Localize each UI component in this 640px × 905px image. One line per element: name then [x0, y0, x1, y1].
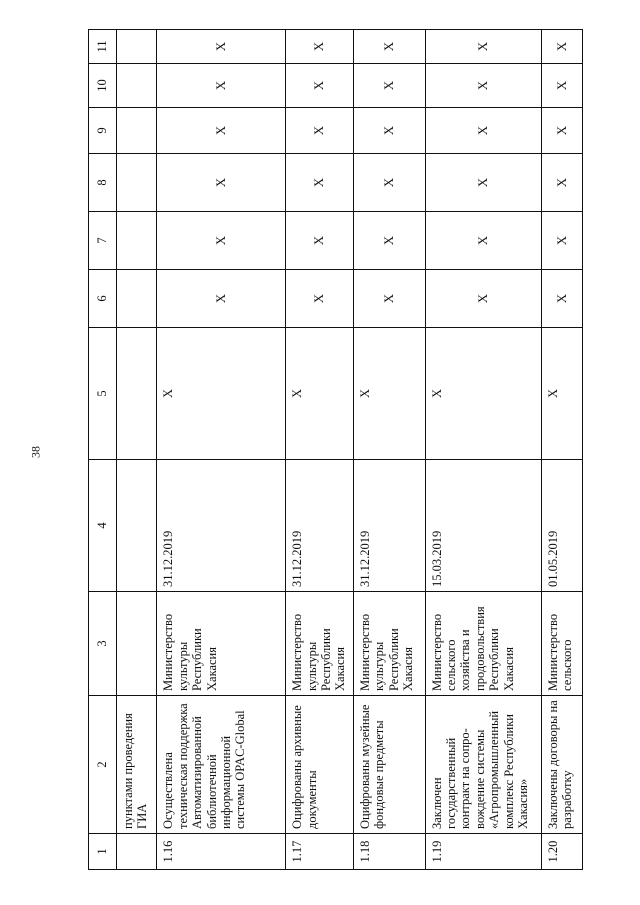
cell-mark: X [542, 64, 583, 108]
table-row [286, 30, 354, 870]
cell-mark: X [425, 212, 541, 270]
cell-mark: X [354, 154, 426, 212]
col-header-1: 1 [89, 834, 117, 870]
cell-mark: X [157, 30, 286, 64]
cell-num: 1.16 [157, 834, 286, 870]
cell-date: 01.05.2019 [542, 460, 583, 592]
cell-num [116, 834, 157, 870]
cell-num: 1.19 [425, 834, 541, 870]
cell-event: Оцифрованы архивные документы [286, 696, 354, 834]
cell-num: 1.17 [286, 834, 354, 870]
table-row-continuation [116, 30, 157, 870]
cell-date: 31.12.2019 [354, 460, 426, 592]
cell-mark: X [286, 30, 354, 64]
col-header-9: 9 [89, 108, 117, 154]
col-header-6: 6 [89, 270, 117, 328]
cell-mark: X [286, 270, 354, 328]
cell-num: 1.18 [354, 834, 426, 870]
cell-mark: X [425, 328, 541, 460]
table-row [354, 30, 426, 870]
cell-mark: X [542, 108, 583, 154]
cell-executor: Министерство сельского хозяйства и продовольствия Республики Хакасия [425, 592, 541, 696]
cell-date: 31.12.2019 [157, 460, 286, 592]
cell-mark: X [157, 64, 286, 108]
cell-event: Оцифрованы музейные фондовые предметы [354, 696, 426, 834]
cell-num: 1.20 [542, 834, 583, 870]
rotated-table-container [88, 40, 583, 870]
cell-mark: X [354, 108, 426, 154]
table-row [542, 30, 583, 870]
cell-mark: X [354, 212, 426, 270]
col-header-8: 8 [89, 154, 117, 212]
cell-mark: X [354, 270, 426, 328]
cell-mark: X [425, 154, 541, 212]
cell-mark: X [425, 64, 541, 108]
cell-executor: Министерство сельского [542, 592, 583, 696]
cell-mark: X [425, 270, 541, 328]
cell-mark: X [354, 328, 426, 460]
cell-mark: X [286, 212, 354, 270]
column-number-row [89, 30, 117, 870]
cell-event: Заключены договоры на разработку [542, 696, 583, 834]
cell-mark: X [354, 30, 426, 64]
page-number: 38 [28, 446, 43, 458]
cell-mark: X [157, 108, 286, 154]
cell-executor: Министерство культуры Республики Хакасия [354, 592, 426, 696]
cell-mark: X [157, 154, 286, 212]
cell-event: пунктами проведения ГИА [116, 696, 157, 834]
cell-executor: Министерство культуры Республики Хакасия [157, 592, 286, 696]
cell-executor: Министерство культуры Республики Хакасия [286, 592, 354, 696]
cell-date: 31.12.2019 [286, 460, 354, 592]
document-table [88, 29, 583, 870]
cell-event: Заключен государственный контракт на сопро-вождение системы «Агропромышленный комплекс Республики Хакасия» [425, 696, 541, 834]
cell-mark: X [286, 108, 354, 154]
cell-mark: X [542, 212, 583, 270]
cell-mark: X [425, 108, 541, 154]
cell-mark: X [157, 212, 286, 270]
cell-mark: X [286, 328, 354, 460]
col-header-2: 2 [89, 696, 117, 834]
cell-mark: X [542, 270, 583, 328]
cell-mark: X [286, 154, 354, 212]
col-header-5: 5 [89, 328, 117, 460]
col-header-3: 3 [89, 592, 117, 696]
cell-mark: X [157, 270, 286, 328]
cell-mark: X [354, 64, 426, 108]
col-header-7: 7 [89, 212, 117, 270]
cell-mark: X [286, 64, 354, 108]
col-header-4: 4 [89, 460, 117, 592]
cell-date: 15.03.2019 [425, 460, 541, 592]
cell-mark: X [542, 328, 583, 460]
cell-mark: X [542, 30, 583, 64]
cell-event: Осуществлена техническая поддержка Автоматизированной библиотечной информационной системы OPAC-Global [157, 696, 286, 834]
col-header-10: 10 [89, 64, 117, 108]
col-header-11: 11 [89, 30, 117, 64]
table-row [425, 30, 541, 870]
table-row [157, 30, 286, 870]
cell-mark: X [157, 328, 286, 460]
cell-mark: X [542, 154, 583, 212]
cell-mark: X [425, 30, 541, 64]
